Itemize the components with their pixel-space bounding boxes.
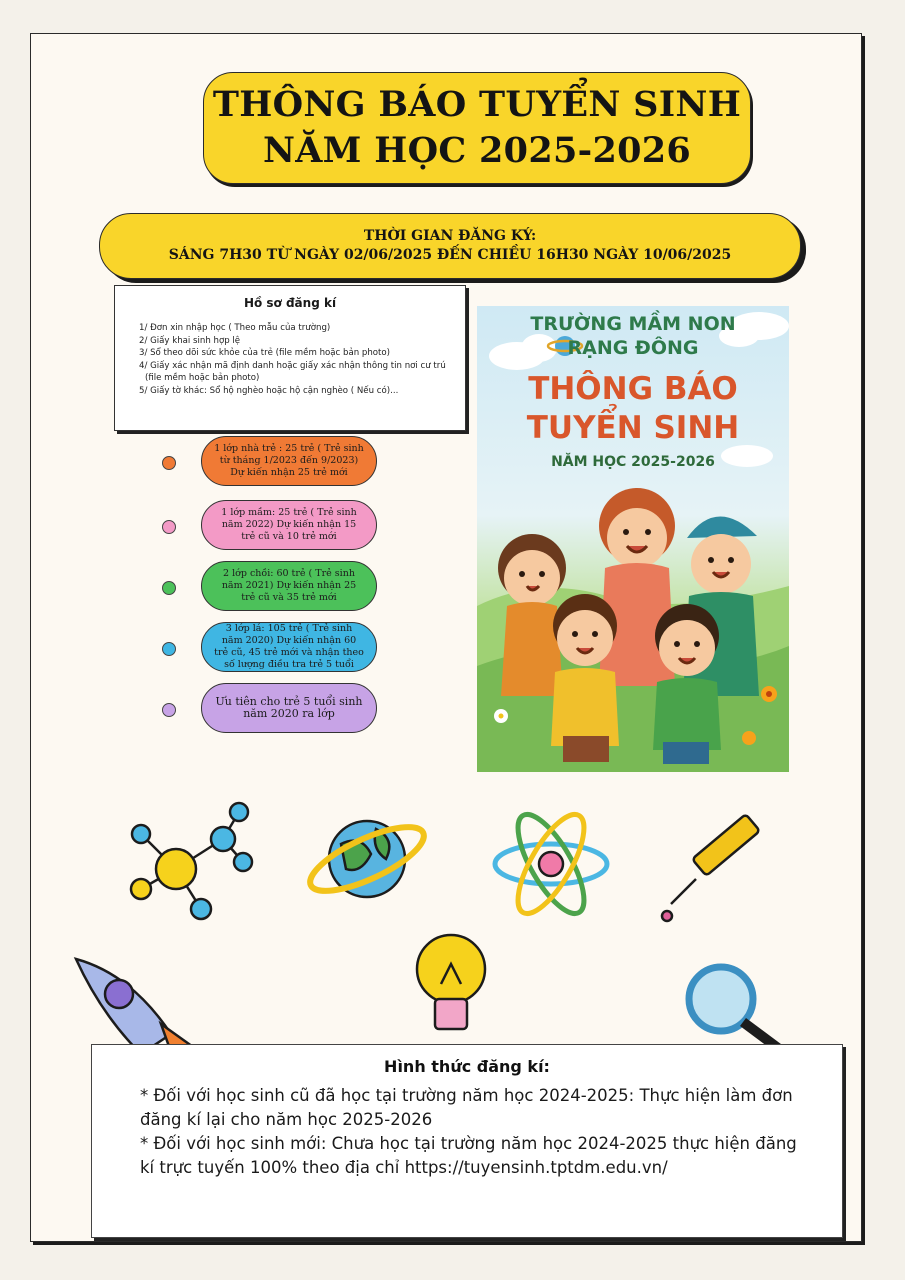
documents-list [115,322,465,398]
bullet-dot [162,456,176,470]
registration-time-detail: SÁNG 7H30 TỪ NGÀY 02/06/2025 ĐẾN CHIỀU 16H30 NGÀY 10/06/2025 [168,247,732,263]
bullet-dot [162,642,176,656]
class-item-mam [159,500,459,554]
documents-item: 1/ Đơn xin nhập học ( Theo mẫu của trường) [139,323,331,333]
title-banner [203,72,751,184]
bullet-dot [162,520,176,534]
documents-title: Hồ sơ đăng kí [243,296,337,310]
class-item-uu-tien [159,683,459,737]
class-item-la [159,622,459,676]
documents-item: 5/ Giấy tờ khác: Sổ hộ nghèo hoặc hộ cận nghèo ( Nếu có)... [139,385,399,396]
syringe-icon [662,814,760,921]
registration-time-banner [99,213,801,279]
registration-time-heading: THỜI GIAN ĐĂNG KÝ: [363,228,537,244]
lightbulb-icon [417,935,485,1029]
announcement-page [30,33,862,1242]
poster-school-line-2: RẠNG ĐÔNG [567,337,699,359]
registration-method-old-students: * Đối với học sinh cũ đã học tại trường năm học 2024-2025: Thực hiện làm đơn đăng kí lại cho năm học 2025-2026 [140,1086,793,1129]
registration-method-title: Hình thức đăng kí: [384,1057,550,1076]
planet-icon [302,815,431,904]
science-stickers [31,794,861,1054]
title-line-2: NĂM HỌC 2025-2026 [262,130,692,171]
poster-heading [477,370,789,448]
bullet-dot [162,703,176,717]
registration-method-new-students: * Đối với học sinh mới: Chưa học tại trường năm học 2024-2025 thực hiện đăng kí trực tuyến 100% theo địa chỉ https://tuyensinh.tptdm.edu.vn/ [140,1134,797,1177]
poster-school-line-1: TRƯỜNG MẦM NON [530,313,736,335]
class-item-nha-tre [159,436,459,490]
documents-item: 4/ Giấy xác nhận mã định danh hoặc giấy xác nhận thông tin nơi cư trú (file mềm hoặc bản photo) [139,360,446,384]
class-pill: 1 lớp mầm: 25 trẻ ( Trẻ sinh năm 2022) Dự kiến nhận 15 trẻ cũ và 10 trẻ mới [201,500,377,550]
poster-school-name [477,312,789,360]
class-item-choi [159,561,459,615]
class-pill: 2 lớp chồi: 60 trẻ ( Trẻ sinh năm 2021) Dự kiến nhận 25 trẻ cũ và 35 trẻ mới [201,561,377,611]
documents-box [114,285,466,431]
rocket-icon [76,959,196,1054]
school-poster [477,306,789,772]
bullet-dot [162,581,176,595]
poster-heading-line-1: THÔNG BÁO [528,371,738,407]
atom-icon [495,806,607,923]
documents-item: 2/ Giấy khai sinh hợp lệ [139,335,241,346]
class-pill: 3 lớp lá: 105 trẻ ( Trẻ sinh năm 2020) Dự kiến nhận 60 trẻ cũ, 45 trẻ mới và nhận theo số lượng điều tra trẻ 5 tuổi [201,622,377,672]
poster-year: NĂM HỌC 2025-2026 [551,454,715,470]
magnifier-icon [689,967,786,1054]
title-line-1: THÔNG BÁO TUYỂN SINH [212,84,742,125]
class-pill: 1 lớp nhà trẻ : 25 trẻ ( Trẻ sinh từ tháng 1/2023 đến 9/2023) Dự kiến nhận 25 trẻ mới [201,436,377,486]
poster-heading-line-2: TUYỂN SINH [526,410,740,446]
registration-method-box [91,1044,843,1238]
documents-item: 3/ Sổ theo dõi sức khỏe của trẻ (file mềm hoặc bản photo) [139,348,391,359]
molecule-icon [131,803,252,919]
class-pill: Ưu tiên cho trẻ 5 tuổi sinh năm 2020 ra lớp [201,683,377,733]
